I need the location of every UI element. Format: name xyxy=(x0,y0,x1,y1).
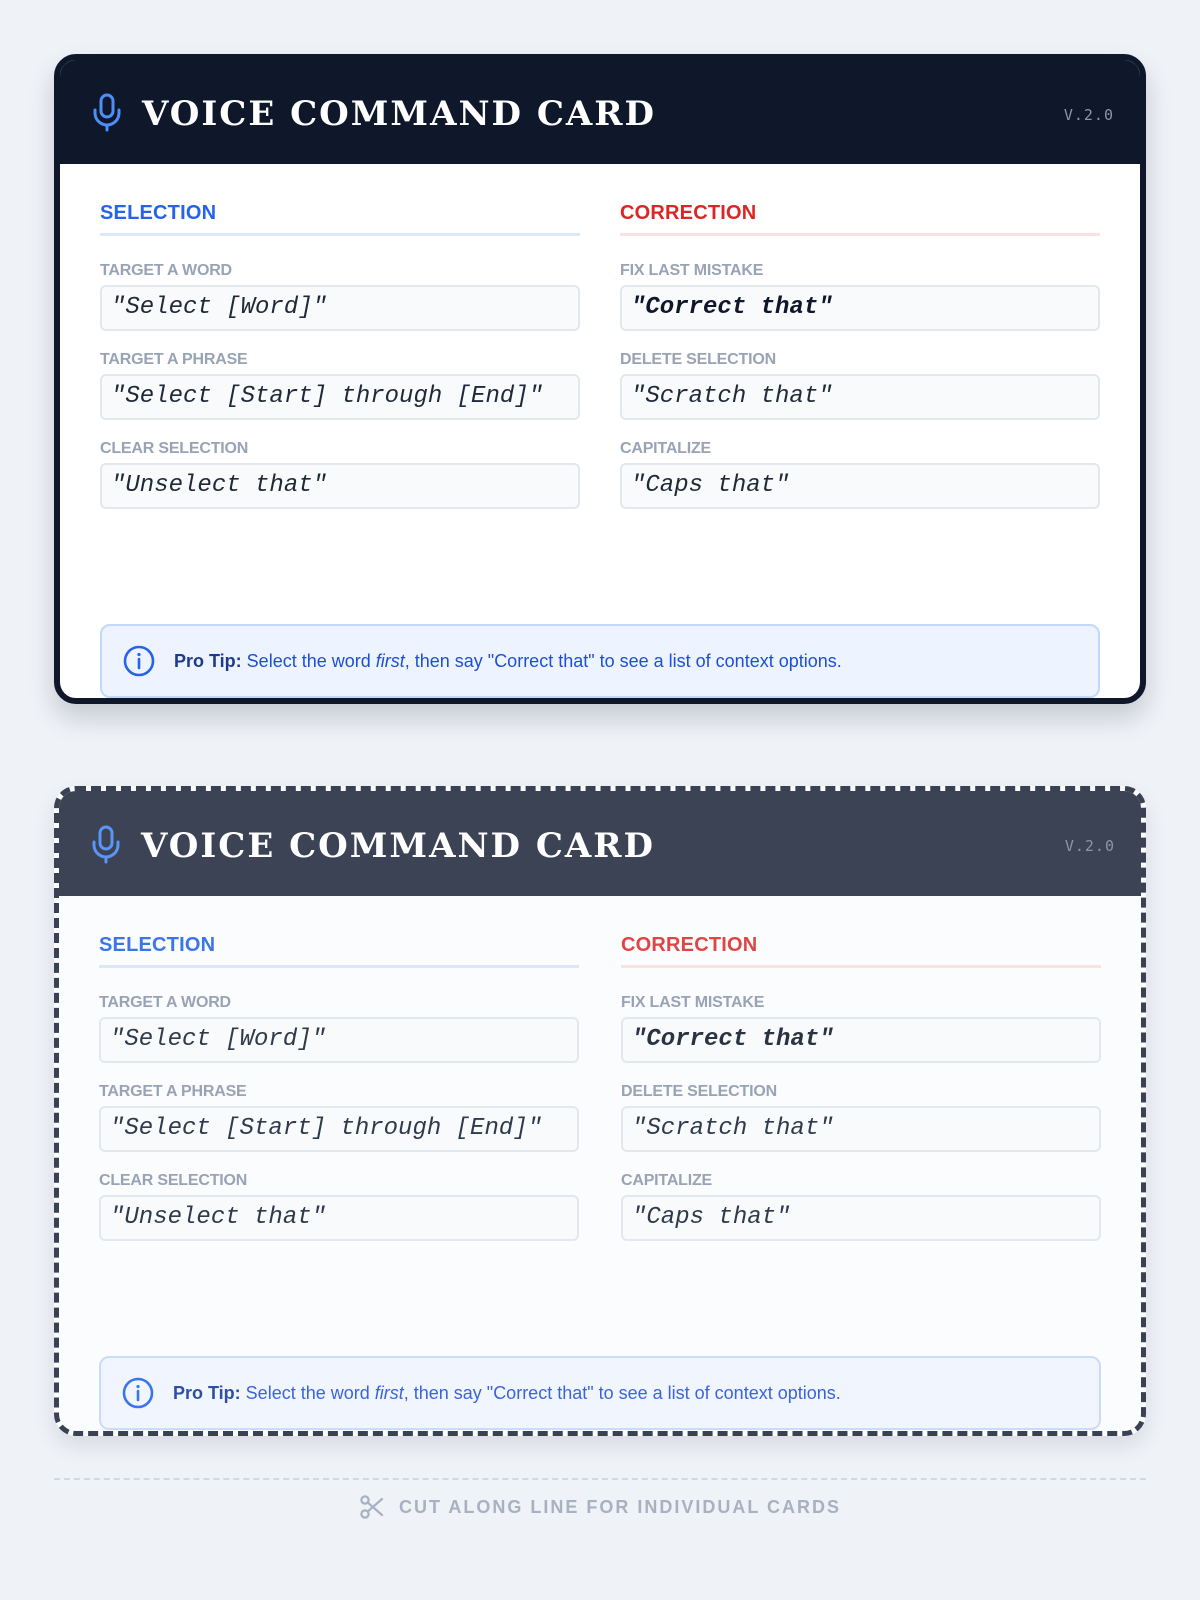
command-phrase: "Select [Start] through [End]" xyxy=(99,1106,579,1152)
pro-tip-box xyxy=(99,1356,1101,1430)
command-phrase: "Scratch that" xyxy=(621,1106,1101,1152)
command-label: CLEAR SELECTION xyxy=(99,1172,248,1189)
command-label: TARGET A PHRASE xyxy=(100,351,248,368)
card-body xyxy=(60,202,1140,671)
command-item xyxy=(99,1083,579,1152)
command-label: TARGET A WORD xyxy=(100,262,232,279)
command-phrase: "Correct that" xyxy=(620,285,1100,331)
pro-tip-label: Pro Tip: xyxy=(173,1382,241,1403)
card-title: VOICE COMMAND CARD xyxy=(141,825,656,866)
card-header xyxy=(59,791,1141,896)
command-label: DELETE SELECTION xyxy=(621,1083,777,1100)
correction-column xyxy=(621,934,1101,1261)
command-phrase: "Unselect that" xyxy=(100,463,580,509)
card-title: VOICE COMMAND CARD xyxy=(142,94,657,134)
version-label: V.2.0 xyxy=(1064,837,1115,855)
cut-instruction xyxy=(0,1494,1200,1520)
section-heading-selection: SELECTION xyxy=(99,934,579,968)
voice-command-card-primary xyxy=(54,54,1146,704)
pro-tip-box xyxy=(100,624,1100,698)
command-phrase: "Scratch that" xyxy=(620,374,1100,420)
command-phrase: "Select [Word]" xyxy=(100,285,580,331)
command-item xyxy=(621,1083,1101,1152)
section-heading-correction: CORRECTION xyxy=(620,202,1100,236)
scissors-icon xyxy=(359,1494,385,1520)
pro-tip-label: Pro Tip: xyxy=(174,650,242,671)
command-label: FIX LAST MISTAKE xyxy=(621,994,765,1011)
command-phrase: "Unselect that" xyxy=(99,1195,579,1241)
command-item xyxy=(621,994,1101,1063)
section-heading-correction: CORRECTION xyxy=(621,934,1101,968)
pro-tip-text-after: , then say "Correct that" to see a list of context options. xyxy=(403,1382,841,1403)
info-icon xyxy=(122,644,156,678)
command-label: CLEAR SELECTION xyxy=(100,440,249,457)
pro-tip-emphasis: first xyxy=(375,650,405,671)
pro-tip-emphasis: first xyxy=(374,1382,404,1403)
correction-column xyxy=(620,202,1100,529)
pro-tip-text-before: Select the word xyxy=(241,650,376,671)
pro-tip-text xyxy=(173,1383,841,1404)
version-label: V.2.0 xyxy=(1063,106,1114,124)
command-item xyxy=(621,1172,1101,1241)
card-body xyxy=(59,934,1141,1403)
cut-instruction-text: CUT ALONG LINE FOR INDIVIDUAL CARDS xyxy=(399,1496,841,1517)
command-item xyxy=(620,440,1100,509)
command-item xyxy=(620,351,1100,420)
command-phrase: "Caps that" xyxy=(620,463,1100,509)
command-item xyxy=(100,440,580,509)
command-phrase: "Caps that" xyxy=(621,1195,1101,1241)
command-item xyxy=(99,1172,579,1241)
command-label: TARGET A PHRASE xyxy=(99,1083,247,1100)
info-icon xyxy=(121,1376,155,1410)
pro-tip-text-before: Select the word xyxy=(240,1382,375,1403)
card-header xyxy=(60,60,1140,164)
voice-command-card-cutout xyxy=(54,786,1146,1436)
selection-column xyxy=(99,934,579,1261)
command-label: TARGET A WORD xyxy=(99,994,231,1011)
section-heading-selection: SELECTION xyxy=(100,202,580,236)
command-label: DELETE SELECTION xyxy=(620,351,776,368)
command-phrase: "Select [Start] through [End]" xyxy=(100,374,580,420)
cut-guide-line xyxy=(54,1478,1146,1480)
command-phrase: "Select [Word]" xyxy=(99,1017,579,1063)
pro-tip-text-after: , then say "Correct that" to see a list of context options. xyxy=(404,650,842,671)
command-item xyxy=(99,994,579,1063)
command-label: CAPITALIZE xyxy=(620,440,712,457)
selection-column xyxy=(100,202,580,529)
command-item xyxy=(100,351,580,420)
command-label: CAPITALIZE xyxy=(621,1172,713,1189)
command-item xyxy=(100,262,580,331)
pro-tip-text xyxy=(174,651,842,672)
command-label: FIX LAST MISTAKE xyxy=(620,262,764,279)
command-phrase: "Correct that" xyxy=(621,1017,1101,1063)
command-item xyxy=(620,262,1100,331)
microphone-icon xyxy=(90,92,124,132)
microphone-icon xyxy=(89,824,123,864)
